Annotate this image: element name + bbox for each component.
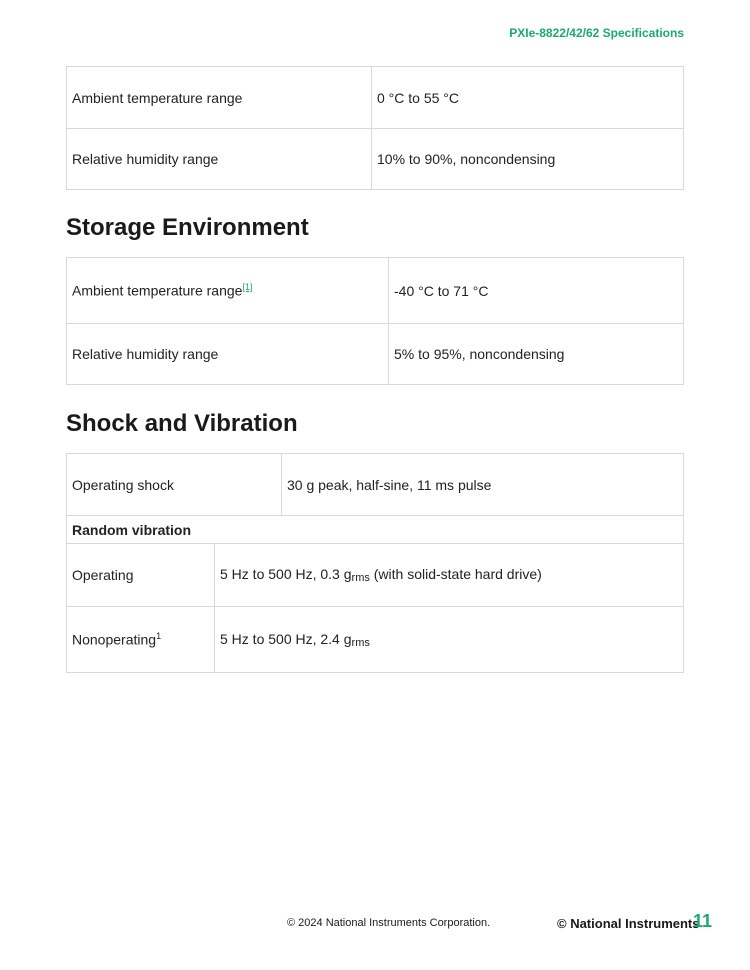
storage-environment-table bbox=[66, 257, 684, 385]
spec-value: 0 °C to 55 °C bbox=[372, 67, 684, 129]
spec-label: Operating bbox=[67, 544, 215, 607]
spec-label bbox=[67, 607, 215, 673]
spec-label: Operating shock bbox=[67, 454, 282, 516]
table-row bbox=[67, 607, 684, 673]
value-suffix: (with solid-state hard drive) bbox=[369, 566, 542, 582]
value-prefix: 5 Hz to 500 Hz, 2.4 g bbox=[220, 630, 352, 647]
spec-label: Relative humidity range bbox=[67, 324, 389, 385]
footnote-marker: 1 bbox=[156, 631, 162, 642]
spec-label: Ambient temperature range bbox=[67, 67, 372, 129]
section-title-shock-vibration: Shock and Vibration bbox=[66, 410, 298, 437]
footnote-link[interactable]: [1] bbox=[242, 282, 253, 293]
table-row bbox=[67, 516, 684, 544]
table-row bbox=[67, 454, 684, 516]
spec-label: Relative humidity range bbox=[67, 129, 372, 190]
spec-label-text: Nonoperating bbox=[72, 631, 157, 648]
spec-value: 5% to 95%, noncondensing bbox=[389, 324, 684, 385]
value-prefix: 5 Hz to 500 Hz, 0.3 g bbox=[220, 566, 352, 582]
spec-value bbox=[215, 544, 684, 607]
section-title-storage-environment: Storage Environment bbox=[66, 214, 309, 241]
page-number: 11 bbox=[693, 911, 713, 931]
unit-subscript: rms bbox=[351, 572, 370, 584]
spec-value bbox=[215, 607, 684, 673]
random-vibration-heading: Random vibration bbox=[67, 516, 684, 544]
footer-brand: © National Instruments bbox=[557, 916, 700, 931]
spec-label-text: Ambient temperature range bbox=[72, 282, 243, 299]
operating-shock-table bbox=[66, 453, 684, 516]
footer-copyright: © 2024 National Instruments Corporation. bbox=[287, 917, 491, 929]
page-header-title: PXIe-8822/42/62 Specifications bbox=[509, 26, 684, 40]
spec-value: 10% to 90%, noncondensing bbox=[372, 129, 684, 190]
random-vibration-table bbox=[66, 515, 684, 673]
spec-value: -40 °C to 71 °C bbox=[389, 258, 684, 324]
unit-subscript: rms bbox=[351, 636, 370, 649]
spec-value: 30 g peak, half-sine, 11 ms pulse bbox=[282, 454, 684, 516]
table-row bbox=[67, 67, 684, 129]
table-row bbox=[67, 129, 684, 190]
table-row bbox=[67, 324, 684, 385]
table-row bbox=[67, 258, 684, 324]
operating-environment-table bbox=[66, 66, 684, 190]
table-row bbox=[67, 544, 684, 607]
spec-label bbox=[67, 258, 389, 324]
